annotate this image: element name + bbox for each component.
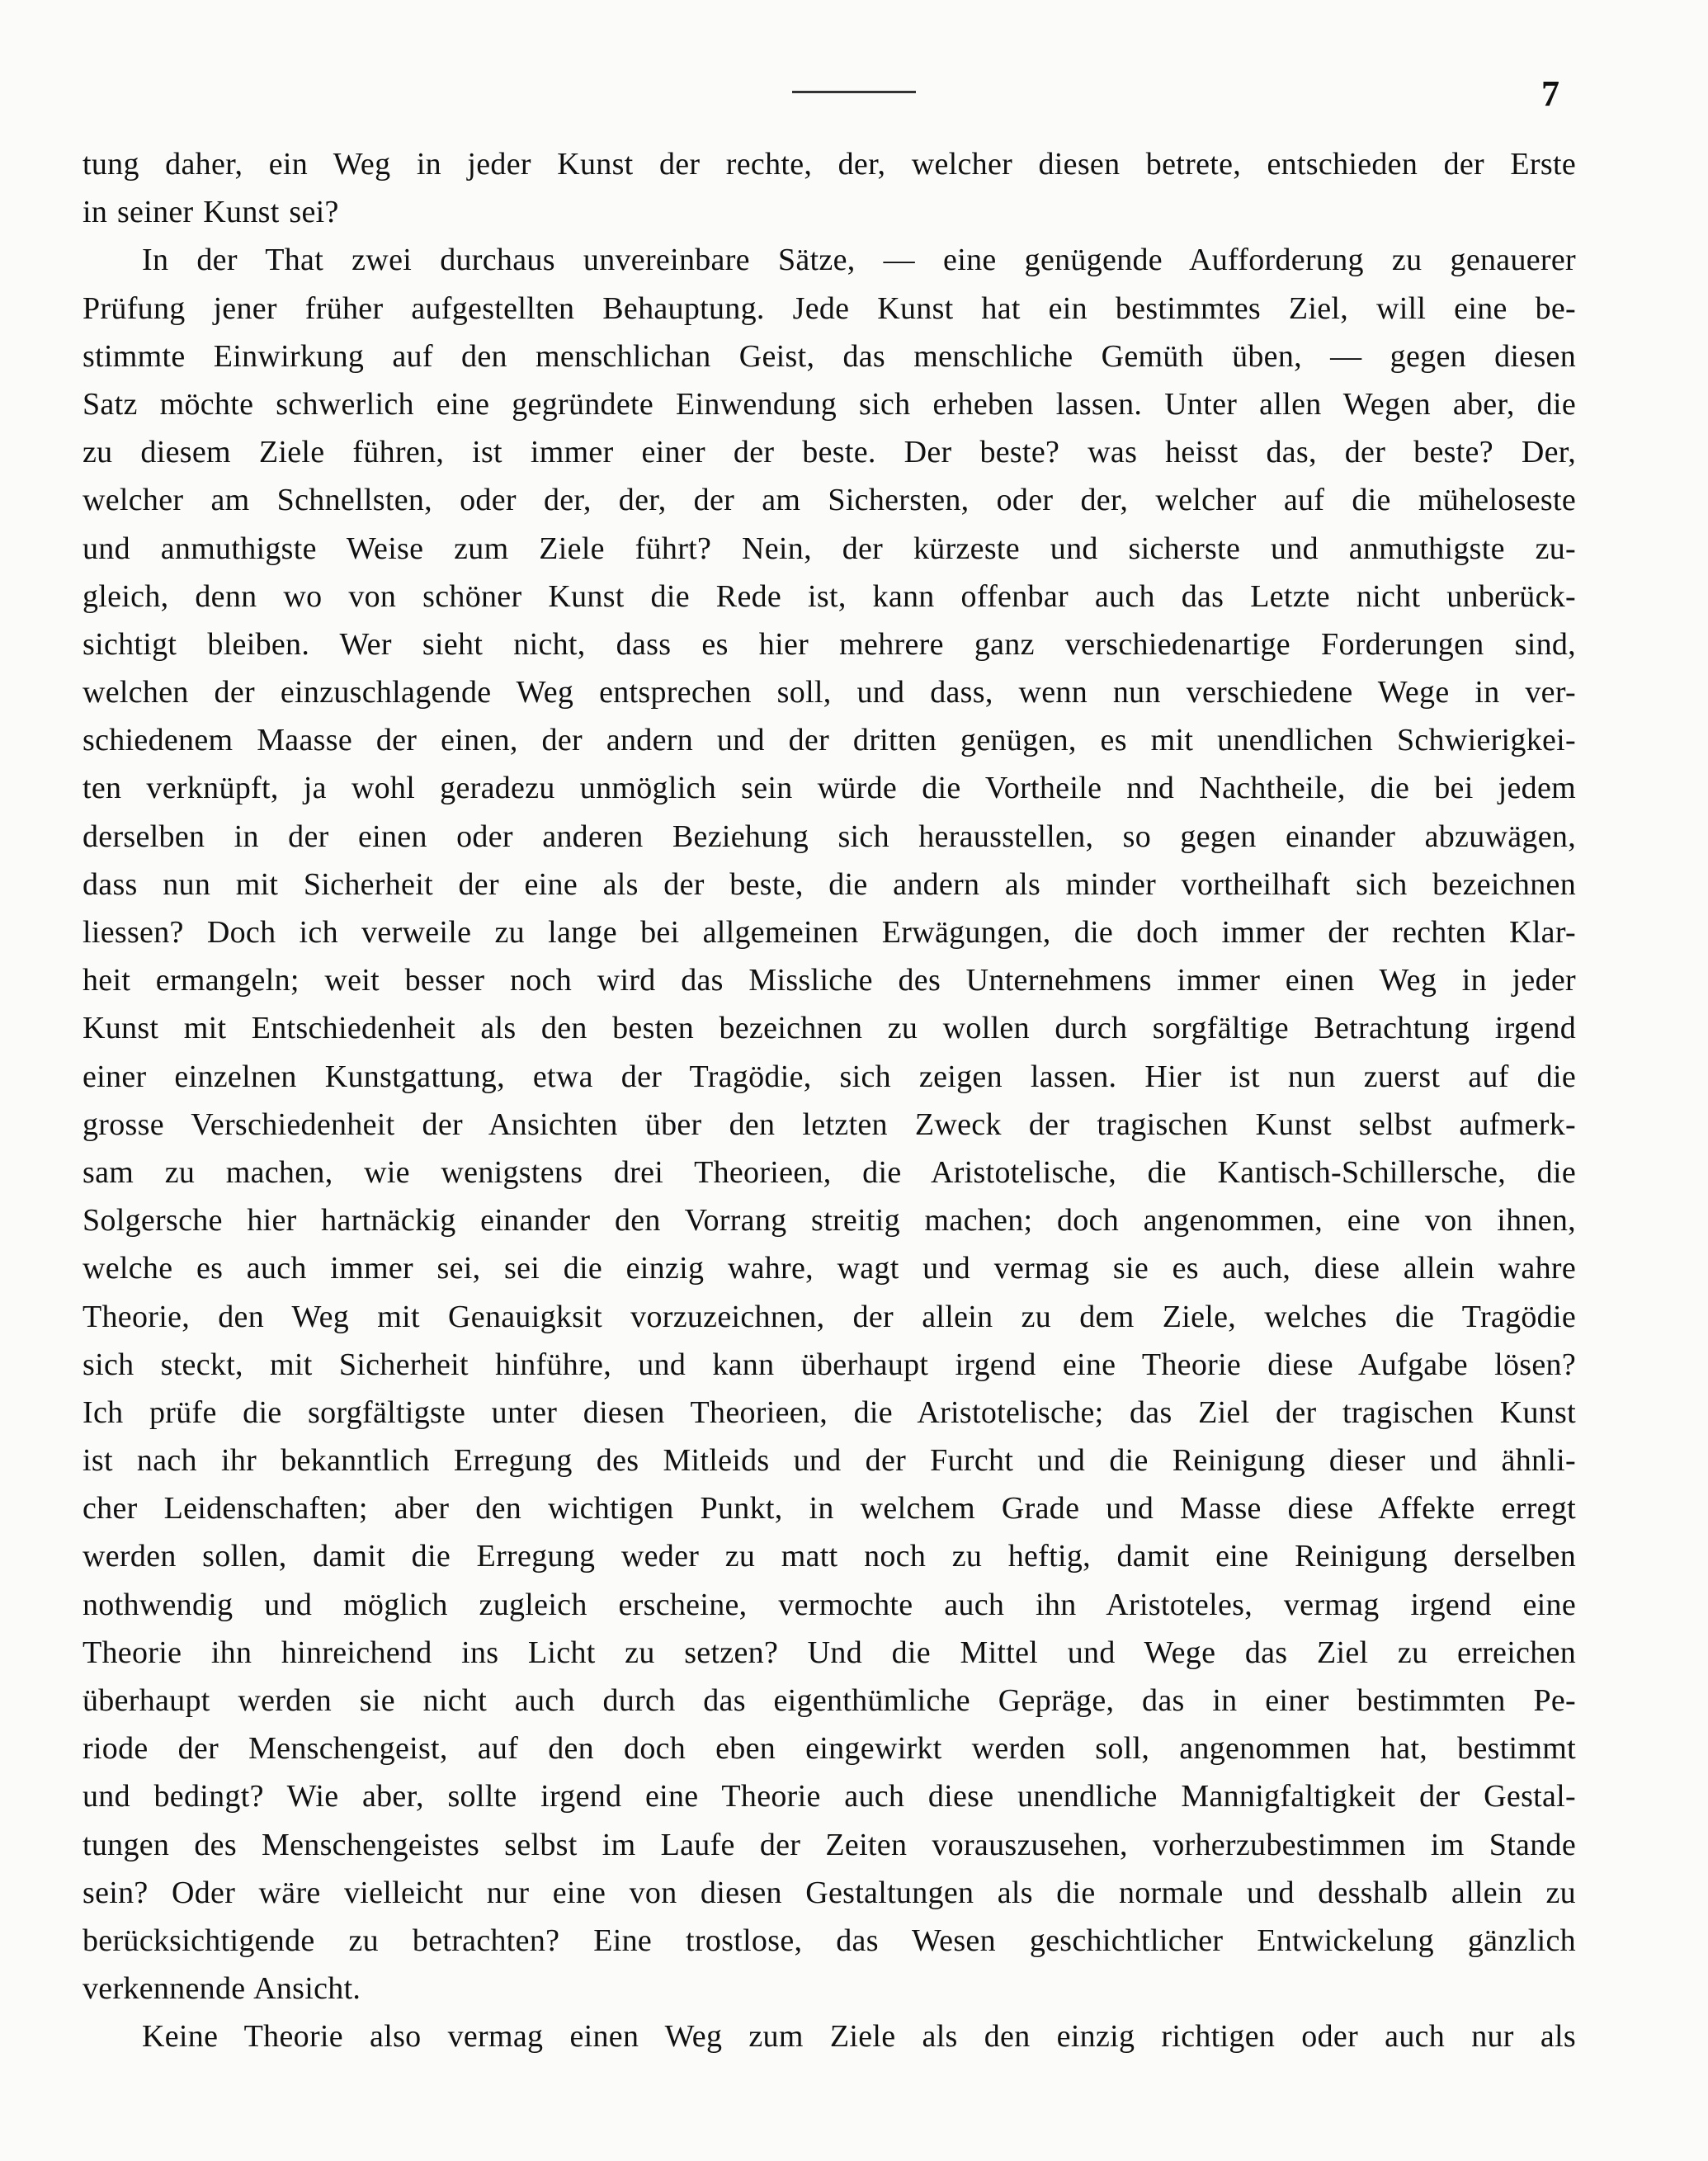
text-line: Kunst mit Entschiedenheit als den besten bezeichnen zu wollen durch sorgfältige Betrachtung irgend: [83, 1011, 1576, 1046]
text-line: Solgersche hier hartnäckig einander den Vorrang streitig machen; doch angenommen, eine von ihnen,: [83, 1203, 1576, 1239]
header-rule: [792, 91, 916, 93]
text-line: derselben in der einen oder anderen Beziehung sich herausstellen, so gegen einander abzuwägen,: [83, 819, 1576, 854]
text-line: berücksichtigende zu betrachten? Eine trostlose, das Wesen geschichtlicher Entwickelung gänzlich: [83, 1923, 1576, 1958]
text-line: dass nun mit Sicherheit der eine als der beste, die andern als minder vortheilhaft sich bezeichnen: [83, 866, 1576, 902]
text-line: ten verknüpft, ja wohl geradezu unmöglich sein würde die Vortheile nnd Nachtheile, die bei jedem: [83, 771, 1576, 806]
text-line: sam zu machen, wie wenigstens drei Theorieen, die Aristotelische, die Kantisch-Schillersche, die: [83, 1154, 1576, 1190]
text-line: Keine Theorie also vermag einen Weg zum Ziele als den einzig richtigen oder auch nur als: [142, 2019, 1576, 2055]
text-line: und anmuthigste Weise zum Ziele führt? Nein, der kürzeste und sicherste und anmuthigste zu-: [83, 531, 1576, 566]
text-line: zu diesem Ziele führen, ist immer einer der beste. Der beste? was heisst das, der beste? Der,: [83, 435, 1576, 470]
text-line: heit ermangeln; weit besser noch wird das Missliche des Unternehmens immer einen Weg in jeder: [83, 963, 1576, 998]
text-line: Theorie ihn hinreichend ins Licht zu setzen? Und die Mittel und Wege das Ziel zu erreichen: [83, 1635, 1576, 1670]
text-line: riode der Menschengeist, auf den doch eben eingewirkt werden soll, angenommen hat, bestimmt: [83, 1731, 1576, 1767]
text-line: tung daher, ein Weg in jeder Kunst der rechte, der, welcher diesen betrete, entschieden der Erste: [83, 147, 1576, 182]
text-line: und bedingt? Wie aber, sollte irgend eine Theorie auch diese unendliche Mannigfaltigkeit der Gestal-: [83, 1779, 1576, 1814]
text-line: ist nach ihr bekanntlich Erregung des Mitleids und der Furcht und die Reinigung dieser und ähnli-: [83, 1443, 1576, 1479]
text-line: cher Leidenschaften; aber den wichtigen Punkt, in welchem Grade und Masse diese Affekte erregt: [83, 1491, 1576, 1526]
text-line: liessen? Doch ich verweile zu lange bei allgemeinen Erwägungen, die doch immer der rechten Klar-: [83, 915, 1576, 950]
text-line: Prüfung jener früher aufgestellten Behauptung. Jede Kunst hat ein bestimmtes Ziel, will eine be-: [83, 290, 1576, 326]
text-line: werden sollen, damit die Erregung weder zu matt noch zu heftig, damit eine Reinigung derselben: [83, 1539, 1576, 1574]
text-line: welcher am Schnellsten, oder der, der, der am Sichersten, oder der, welcher auf die müheloseste: [83, 483, 1576, 518]
text-line: Ich prüfe die sorgfältigste unter diesen Theorieen, die Aristotelische; das Ziel der tragischen Kunst: [83, 1394, 1576, 1430]
text-line: tungen des Menschengeistes selbst im Laufe der Zeiten vorauszusehen, vorherzubestimmen im Stande: [83, 1827, 1576, 1862]
body-text: [83, 140, 1576, 2061]
text-line: welchen der einzuschlagende Weg entsprechen soll, und dass, wenn nun verschiedene Wege in ver-: [83, 675, 1576, 710]
text-line: welche es auch immer sei, sei die einzig wahre, wagt und vermag sie es auch, diese allein wahre: [83, 1251, 1576, 1286]
text-line: stimmte Einwirkung auf den menschlichan Geist, das menschliche Gemüth üben, — gegen diesen: [83, 338, 1576, 374]
text-line: Theorie, den Weg mit Genauigksit vorzuzeichnen, der allein zu dem Ziele, welches die Tragödie: [83, 1299, 1576, 1334]
text-line: sein? Oder wäre vielleicht nur eine von diesen Gestaltungen als die normale und desshalb allein zu: [83, 1875, 1576, 1910]
text-line: einer einzelnen Kunstgattung, etwa der Tragödie, sich zeigen lassen. Hier ist nun zuerst auf die: [83, 1059, 1576, 1094]
text-line: nothwendig und möglich zugleich erscheine, vermochte auch ihn Aristoteles, vermag irgend eine: [83, 1587, 1576, 1622]
text-line: überhaupt werden sie nicht auch durch das eigenthümliche Gepräge, das in einer bestimmten Pe-: [83, 1683, 1576, 1718]
text-line: Satz möchte schwerlich eine gegründete Einwendung sich erheben lassen. Unter allen Wegen aber, die: [83, 386, 1576, 422]
text-line: grosse Verschiedenheit der Ansichten über den letzten Zweck der tragischen Kunst selbst aufmerk-: [83, 1106, 1576, 1142]
page-number: 7: [1541, 73, 1559, 114]
text-line: schiedenem Maasse der einen, der andern und der dritten genügen, es mit unendlichen Schwierigkei-: [83, 723, 1576, 758]
text-line: sichtigt bleiben. Wer sieht nicht, dass es hier mehrere ganz verschiedenartige Forderungen sind,: [83, 626, 1576, 662]
text-line: sich steckt, mit Sicherheit hinführe, und kann überhaupt irgend eine Theorie diese Aufgabe lösen?: [83, 1347, 1576, 1382]
text-line: verkennende Ansicht.: [83, 1971, 361, 2007]
text-line: in seiner Kunst sei?: [83, 195, 339, 230]
text-line: In der That zwei durchaus unvereinbare Sätze, — eine genügende Aufforderung zu genauerer: [142, 243, 1576, 278]
text-line: gleich, denn wo von schöner Kunst die Rede ist, kann offenbar auch das Letzte nicht unberück-: [83, 578, 1576, 614]
